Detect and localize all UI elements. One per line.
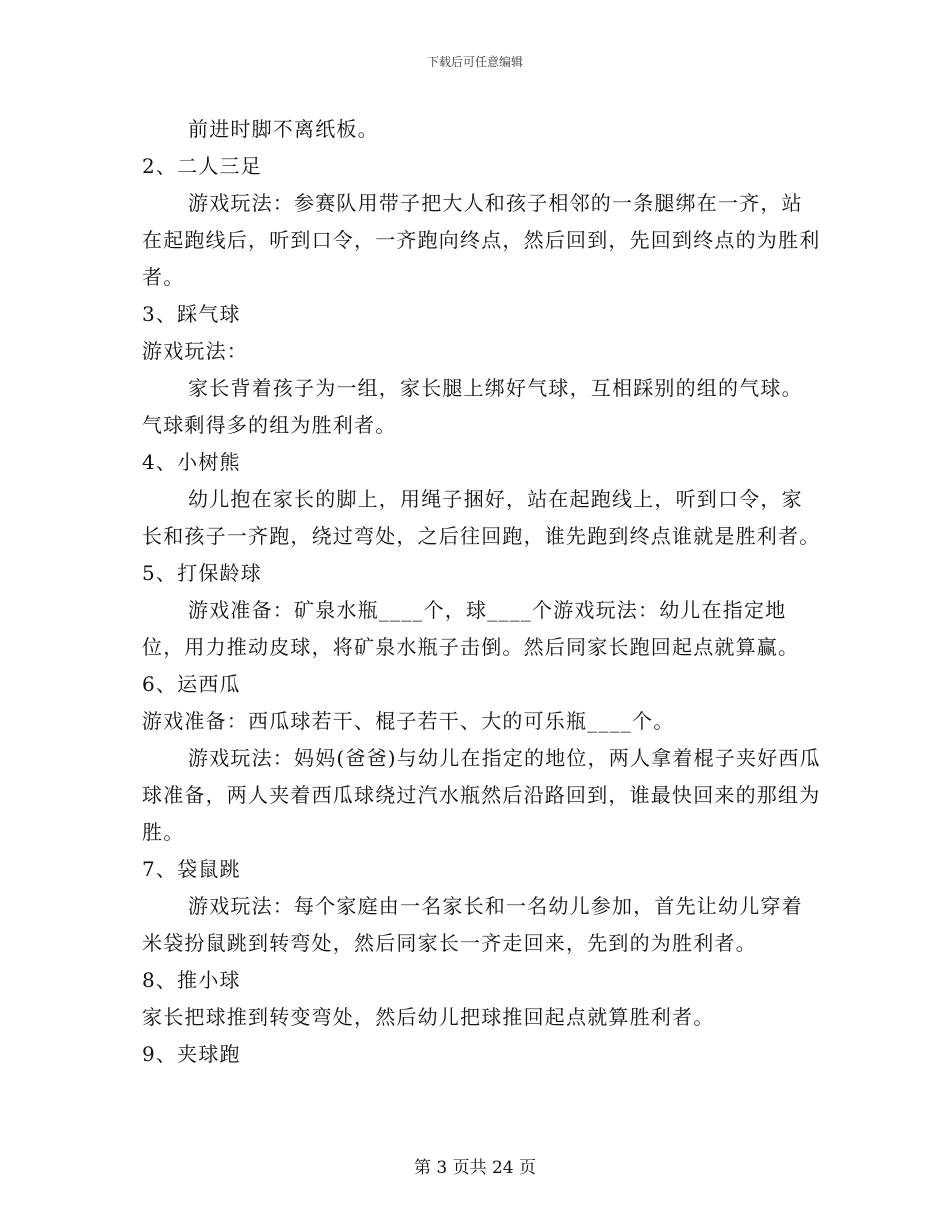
paragraph-continuation: 前进时脚不离纸板。	[188, 117, 379, 141]
section-heading-9: 9、夹球跑	[142, 1042, 241, 1066]
paragraph-preparation-6: 游戏准备：西瓜球若干、棍子若干、大的可乐瓶____个。	[142, 709, 675, 733]
section-heading-4: 4、小树熊	[142, 450, 241, 474]
paragraph-rules-6: 游戏玩法：妈妈(爸爸)与幼儿在指定的地位，两人拿着棍子夹好西瓜球准备，两人夹着西瓜球绕过汽水瓶然后沿路回到，谁最快回来的那组为胜。	[142, 746, 821, 844]
paragraph-rules-3: 家长背着孩子为一组，家长腿上绑好气球，互相踩别的组的气球。气球剩得多的组为胜利者。	[142, 376, 803, 437]
paragraph-rules-7: 游戏玩法：每个家庭由一名家长和一名幼儿参加，首先让幼儿穿着米袋扮鼠跳到转弯处，然后同家长一齐走回来，先到的为胜利者。	[142, 894, 803, 955]
section-heading-5: 5、打保龄球	[142, 561, 262, 585]
paragraph-rules-4: 幼儿抱在家长的脚上，用绳子捆好，站在起跑线上，听到口令，家长和孩子一齐跑，绕过弯处，之后往回跑，谁先跑到终点谁就是胜利者。	[142, 487, 821, 548]
paragraph-rules-label-3: 游戏玩法：	[142, 339, 248, 363]
section-heading-6: 6、运西瓜	[142, 672, 241, 696]
paragraph-rules-8: 家长把球推到转变弯处，然后幼儿把球推回起点就算胜利者。	[142, 1005, 715, 1029]
section-heading-8: 8、推小球	[142, 968, 241, 992]
document-body	[142, 111, 822, 1073]
page-header: 下载后可任意编辑	[426, 55, 523, 69]
section-heading-7: 7、袋鼠跳	[142, 857, 241, 881]
paragraph-rules-2: 游戏玩法：参赛队用带子把大人和孩子相邻的一条腿绑在一齐，站在起跑线后，听到口令，一齐跑向终点，然后回到，先回到终点的为胜利者。	[142, 191, 821, 289]
section-heading-2: 2、二人三足	[142, 154, 262, 178]
section-heading-3: 3、踩气球	[142, 302, 241, 326]
paragraph-rules-5: 游戏准备：矿泉水瓶____个，球____个游戏玩法：幼儿在指定地位，用力推动皮球，将矿泉水瓶子击倒。然后同家长跑回起点就算赢。	[142, 598, 800, 659]
page-number: 第 3 页共 24 页	[413, 1158, 537, 1178]
